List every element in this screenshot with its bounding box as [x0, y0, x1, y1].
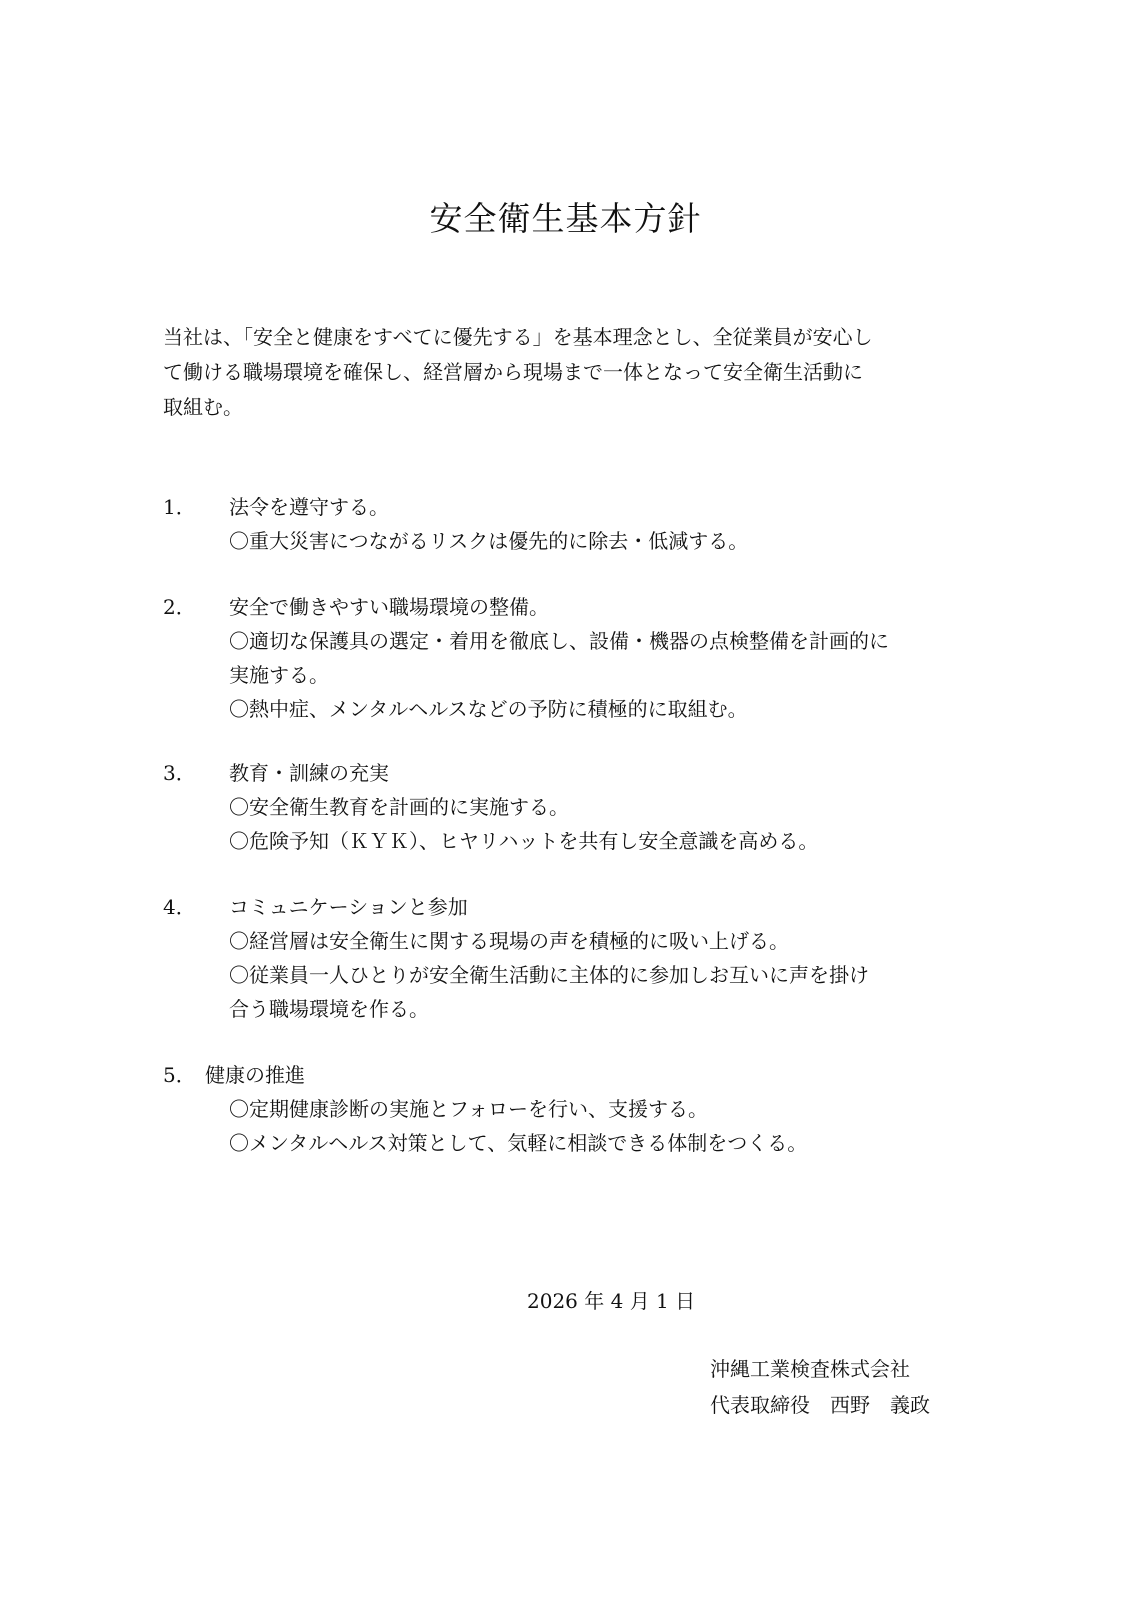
section-item: 〇適切な保護具の選定・着用を徹底し、設備・機器の点検整備を計画的に	[229, 629, 889, 653]
section-item: 〇定期健康診断の実施とフォローを行い、支援する。	[229, 1097, 708, 1121]
policy-section-2	[163, 590, 993, 726]
section-heading	[163, 490, 993, 524]
policy-section-4	[163, 890, 993, 1026]
section-item: 〇メンタルヘルス対策として、気軽に相談できる体制をつくる。	[229, 1131, 808, 1155]
section-item: 〇経営層は安全衛生に関する現場の声を積極的に吸い上げる。	[229, 929, 789, 953]
section-heading	[163, 890, 993, 924]
policy-section-1	[163, 490, 993, 558]
section-number: 4．	[163, 895, 196, 919]
policy-section-5	[163, 1058, 993, 1160]
section-title: 安全で働きやすい職場環境の整備。	[229, 595, 549, 619]
section-heading	[163, 1058, 993, 1092]
intro-paragraph	[163, 320, 973, 425]
section-title: コミュニケーションと参加	[229, 895, 468, 919]
section-title: 法令を遵守する。	[229, 495, 389, 519]
section-item: 実施する。	[229, 663, 329, 687]
section-heading	[163, 590, 993, 624]
section-item: 合う職場環境を作る。	[229, 997, 429, 1021]
section-title: 教育・訓練の充実	[229, 761, 389, 785]
section-number: 3．	[163, 761, 196, 785]
signatory-name: 代表取締役 西野 義政	[710, 1393, 930, 1417]
section-heading	[163, 756, 993, 790]
intro-line: て働ける職場環境を確保し、経営層から現場まで一体となって安全衛生活動に	[163, 360, 863, 384]
policy-section-3	[163, 756, 993, 858]
intro-line: 取組む。	[163, 395, 243, 419]
intro-line: 当社は、「安全と健康をすべてに優先する」を基本理念とし、全従業員が安心し	[163, 325, 873, 349]
section-item: 〇従業員一人ひとりが安全衛生活動に主体的に参加しお互いに声を掛け	[229, 963, 869, 987]
document-title: 安全衛生基本方針	[429, 199, 702, 238]
section-number: 5．	[163, 1063, 196, 1087]
signature-block	[710, 1351, 930, 1423]
issue-date: 2026 年 4 月 1 日	[527, 1289, 696, 1313]
section-title: 健康の推進	[205, 1063, 305, 1087]
section-item: 〇重大災害につながるリスクは優先的に除去・低減する。	[229, 529, 749, 553]
section-number: 2．	[163, 595, 196, 619]
section-number: 1．	[163, 495, 196, 519]
section-item: 〇危険予知（ＫＹＫ）、ヒヤリハットを共有し安全意識を高める。	[229, 829, 819, 853]
section-item: 〇熱中症、メンタルヘルスなどの予防に積極的に取組む。	[229, 697, 748, 721]
company-name: 沖縄工業検査株式会社	[710, 1357, 910, 1381]
section-item: 〇安全衛生教育を計画的に実施する。	[229, 795, 569, 819]
